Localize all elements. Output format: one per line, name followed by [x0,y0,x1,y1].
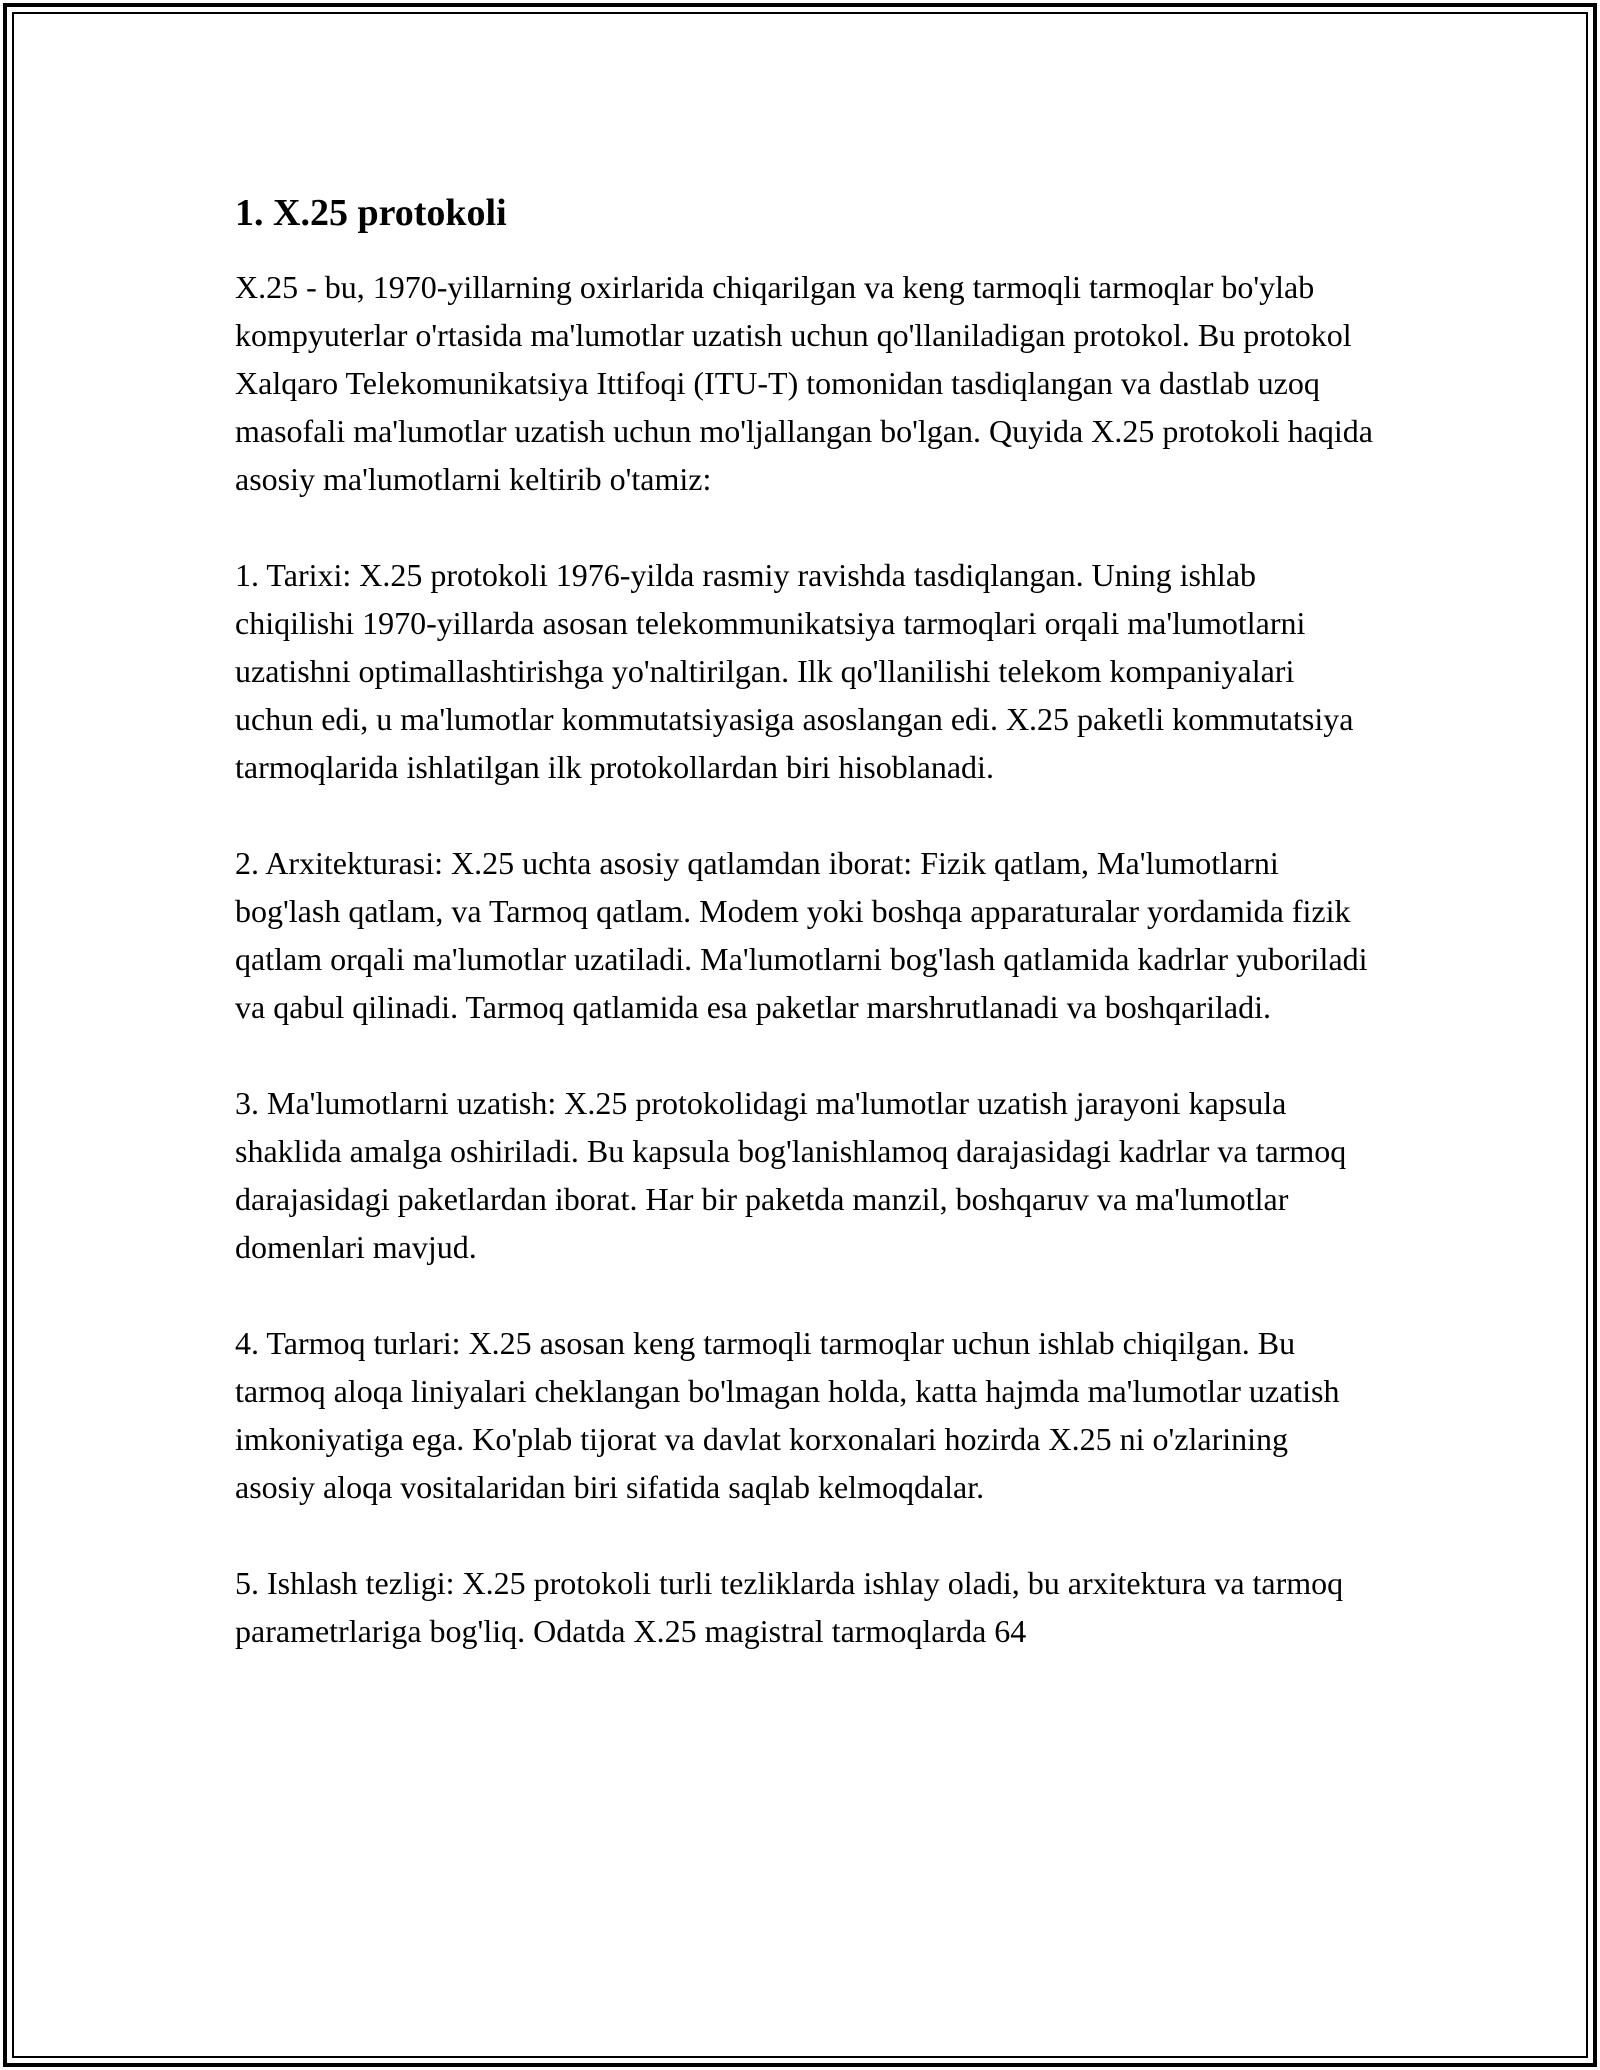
intro-paragraph: X.25 - bu, 1970-yillarning oxirlarida chiqarilgan va keng tarmoqli tarmoqlar bo'ylab kompyuterlar o'rtasida ma'lumotlar uzatish uchun qo'llaniladigan protokol. Bu protokol Xalqaro Telekomunikatsiya Ittifoqi (ITU-T) tomonidan tasdiqlangan va dastlab uzoq masofali ma'lumotlar uzatish uchun mo'ljallangan bo'lgan. Quyida X.25 protokoli haqida asosiy ma'lumotlarni keltirib o'tamiz: [235,269,1373,497]
paragraph-network-types: 4. Tarmoq turlari: X.25 asosan keng tarmoqli tarmoqlar uchun ishlab chiqilgan. Bu tarmoq aloqa liniyalari cheklangan bo'lmagan holda, katta hajmda ma'lumotlar uzatish imkoniyatiga ega. Ko'plab tijorat va davlat korxonalari hozirda X.25 ni o'zlarining asosiy aloqa vositalaridan biri sifatida saqlab kelmoqdalar. [235,1325,1340,1505]
document-body [235,185,1375,1655]
paragraph-data-transfer: 3. Ma'lumotlarni uzatish: X.25 protokolidagi ma'lumotlar uzatish jarayoni kapsula shaklida amalga oshiriladi. Bu kapsula bog'lanishlamoq darajasidagi kadrlar va tarmoq darajasidagi paketlardan iborat. Har bir paketda manzil, boshqaruv va ma'lumotlar domenlari mavjud. [235,1085,1347,1265]
section-heading: 1. X.25 protokoli [235,192,507,234]
paragraph-speed: 5. Ishlash tezligi: X.25 protokoli turli tezliklarda ishlay oladi, bu arxitektura va tarmoq parametrlariga bog'liq. Odatda X.25 magistral tarmoqlarda 64 [235,1565,1344,1649]
paragraph-history: 1. Tarixi: X.25 protokoli 1976-yilda rasmiy ravishda tasdiqlangan. Uning ishlab chiqilishi 1970-yillarda asosan telekommunikatsiya tarmoqlari orqali ma'lumotlarni uzatishni optimallashtirishga yo'naltirilgan. Ilk qo'llanilishi telekom kompaniyalari uchun edi, u ma'lumotlar kommutatsiyasiga asoslangan edi. X.25 paketli kommutatsiya tarmoqlarida ishlatilgan ilk protokollardan biri hisoblanadi. [235,557,1354,785]
paragraph-architecture: 2. Arxitekturasi: X.25 uchta asosiy qatlamdan iborat: Fizik qatlam, Ma'lumotlarni bog'lash qatlam, va Tarmoq qatlam. Modem yoki boshqa apparaturalar yordamida fizik qatlam orqali ma'lumotlar uzatiladi. Ma'lumotlarni bog'lash qatlamida kadrlar yuboriladi va qabul qilinadi. Tarmoq qatlamida esa paketlar marshrutlanadi va boshqariladi. [235,845,1368,1025]
